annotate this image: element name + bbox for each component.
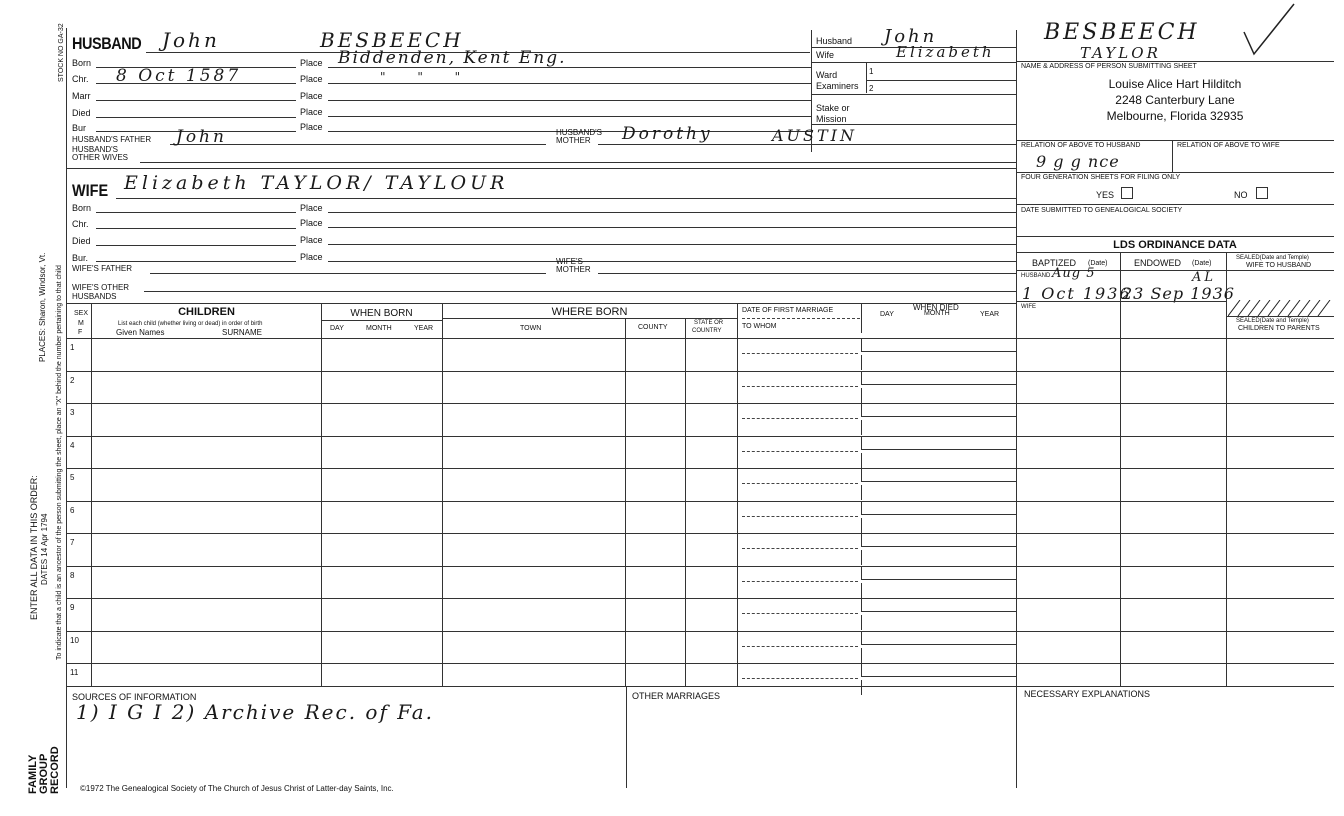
surname-label: SURNAME — [222, 328, 263, 337]
mission-label: Mission — [816, 114, 847, 124]
check-mark-icon — [1240, 2, 1300, 58]
children-heading: CHILDREN — [178, 306, 235, 318]
child-row-number: 10 — [70, 635, 79, 645]
when-died-label: WHEN DIED — [913, 303, 959, 312]
wife-mother-label: MOTHER — [556, 265, 591, 274]
wife-bur-label: Bur. — [72, 253, 89, 263]
explanations-label: NECESSARY EXPLANATIONS — [1024, 689, 1151, 699]
relation-husband-value: 9 g g nce — [1036, 152, 1120, 171]
child-row-number: 11 — [70, 668, 79, 677]
child-row-number: 1 — [70, 343, 75, 352]
yes-checkbox[interactable] — [1121, 187, 1133, 199]
husband-born-place: Biddenden, Kent Eng. — [338, 48, 567, 68]
ward-number: 1 — [869, 67, 874, 76]
husband-chr-place: " " " — [380, 70, 475, 84]
header-wife: Elizabeth — [896, 43, 995, 61]
given-names-label: Given Names — [116, 328, 165, 337]
husband-mother-surname: AUSTIN — [772, 126, 857, 145]
baptized-note: Aug 5 — [1052, 266, 1096, 281]
husband-father-label: HUSBAND'S FATHER — [72, 135, 152, 144]
when-born-label: WHEN BORN — [350, 308, 413, 319]
dates-note: DATES 14 Apr 1794 — [40, 513, 49, 585]
baptized-label: BAPTIZED — [1032, 258, 1077, 268]
sealed-wife-label: WIFE TO HUSBAND — [1246, 262, 1312, 269]
table-row-separator — [66, 631, 1334, 632]
header-wife-surname: TAYLOR — [1080, 44, 1161, 62]
husband-other-wives-label: OTHER WIVES — [72, 153, 129, 162]
husband-died-label: Died — [72, 108, 91, 118]
child-row-number: 7 — [70, 538, 75, 547]
copyright: ©1972 The Genealogical Society of The Church of Jesus Christ of Latter-day Saints, Inc. — [80, 784, 394, 793]
ancestor-instructions: To indicate that a child is an ancestor of the person submitting the sheet, place an "X" behind the number pertaining to that child — [56, 265, 63, 660]
endowed-note: AL — [1192, 270, 1217, 285]
wife-heading: WIFE — [72, 181, 109, 200]
child-row-number: 2 — [70, 375, 75, 385]
endowed-date: 23 Sep 1936 — [1122, 284, 1235, 303]
table-row-separator — [66, 598, 1334, 599]
husband-heading: HUSBAND — [72, 34, 142, 53]
wife-father-label: WIFE'S FATHER — [72, 264, 133, 273]
first-marriage-label: DATE OF FIRST MARRIAGE — [742, 307, 834, 314]
no-checkbox[interactable] — [1256, 187, 1268, 199]
header-husband: John — [884, 26, 938, 47]
left-margin-line — [66, 28, 67, 788]
header-wife-label: Wife — [816, 50, 834, 60]
child-row-number: 8 — [70, 570, 75, 580]
four-generation-label: FOUR GENERATION SHEETS FOR FILING ONLY — [1021, 174, 1181, 181]
ward-label: Ward — [816, 70, 838, 80]
enter-all-note: ENTER ALL DATA IN THIS ORDER: — [29, 475, 39, 620]
where-born-label: WHERE BORN — [551, 306, 628, 318]
sources-value: 1) I G I 2) Archive Rec. of Fa. — [76, 700, 435, 724]
relation-wife-label: RELATION OF ABOVE TO WIFE — [1177, 142, 1280, 149]
husband-bur-label: Bur — [72, 123, 87, 133]
table-row-separator — [66, 436, 1334, 437]
county-label: COUNTY — [638, 324, 668, 331]
table-row-separator — [66, 403, 1334, 404]
wife-died-label: Died — [72, 236, 91, 246]
town-label: TOWN — [520, 325, 542, 332]
table-row-separator — [66, 533, 1334, 534]
husband-marr-label: Marr — [72, 91, 91, 101]
sources-label: SOURCES OF INFORMATION — [72, 692, 197, 702]
header-husband-label: Husband — [816, 36, 853, 46]
child-row-number: 9 — [70, 603, 75, 612]
baptized-date: 1 Oct 1936 — [1022, 284, 1132, 303]
lds-title: LDS ORDINANCE DATA — [1113, 239, 1237, 251]
wife-born-label: Born — [72, 203, 92, 213]
stake-label: Stake or — [816, 103, 850, 113]
husband-given-name: John — [162, 28, 220, 52]
sealed-children-label: CHILDREN TO PARENTS — [1238, 325, 1320, 332]
husband-mother-label: MOTHER — [556, 136, 591, 145]
table-row-separator — [66, 501, 1334, 502]
endowed-label: ENDOWED — [1134, 258, 1181, 268]
right-column-divider — [1016, 30, 1017, 788]
submitter-city: Melbourne, Florida 32935 — [1106, 109, 1244, 123]
table-row-separator — [66, 663, 1334, 664]
husband-chr-date: 8 Oct 1587 — [116, 66, 242, 86]
date-submitted-label: DATE SUBMITTED TO GENEALOGICAL SOCIETY — [1021, 207, 1183, 214]
husband-mother: Dorothy — [622, 124, 713, 144]
wife-other-husbands-label: HUSBANDS — [72, 292, 117, 301]
husband-father: John — [176, 127, 227, 147]
stock-number: STOCK NO GA-32 — [58, 23, 65, 82]
other-marriages-label: OTHER MARRIAGES — [632, 691, 721, 701]
lds-husband-label: HUSBAND — [1021, 273, 1051, 279]
lds-wife-label: WIFE — [1021, 304, 1036, 310]
child-row-number: 3 — [70, 408, 75, 417]
relation-husband-label: RELATION OF ABOVE TO HUSBAND — [1021, 142, 1141, 149]
husband-surname: BESBEECH — [320, 28, 464, 52]
child-row-number: 6 — [70, 505, 75, 515]
wife-name: Elizabeth TAYLOR/ TAYLOUR — [124, 172, 509, 194]
table-row-separator — [66, 371, 1334, 372]
no-label: NO — [1234, 190, 1248, 200]
examiners-number: 2 — [869, 84, 874, 93]
child-row-number: 4 — [70, 440, 75, 450]
state-country-label: COUNTRY — [692, 328, 722, 334]
submitter-name: Louise Alice Hart Hilditch — [1108, 77, 1242, 91]
submitter-street: 2248 Canterbury Lane — [1115, 93, 1235, 107]
wife-chr-label: Chr. — [72, 219, 89, 229]
sealed-hatch — [1228, 300, 1332, 316]
table-row-separator — [66, 566, 1334, 567]
table-row-separator — [66, 468, 1334, 469]
record-title: FAMILY GROUP RECORD — [27, 746, 61, 794]
header-husband-surname: BESBEECH — [1044, 20, 1200, 45]
places-note: PLACES: Sharon, Windsor, Vt. — [38, 252, 47, 362]
child-row-number: 5 — [70, 473, 75, 482]
husband-chr-label: Chr. — [72, 74, 89, 84]
yes-label: YES — [1096, 190, 1115, 200]
examiners-label: Examiners — [816, 81, 859, 91]
husband-born-label: Born — [72, 58, 92, 68]
to-whom-label: TO WHOM — [742, 323, 777, 330]
submitter-label: NAME & ADDRESS OF PERSON SUBMITTING SHEET — [1021, 63, 1197, 70]
sex-label: SEX — [74, 310, 89, 317]
